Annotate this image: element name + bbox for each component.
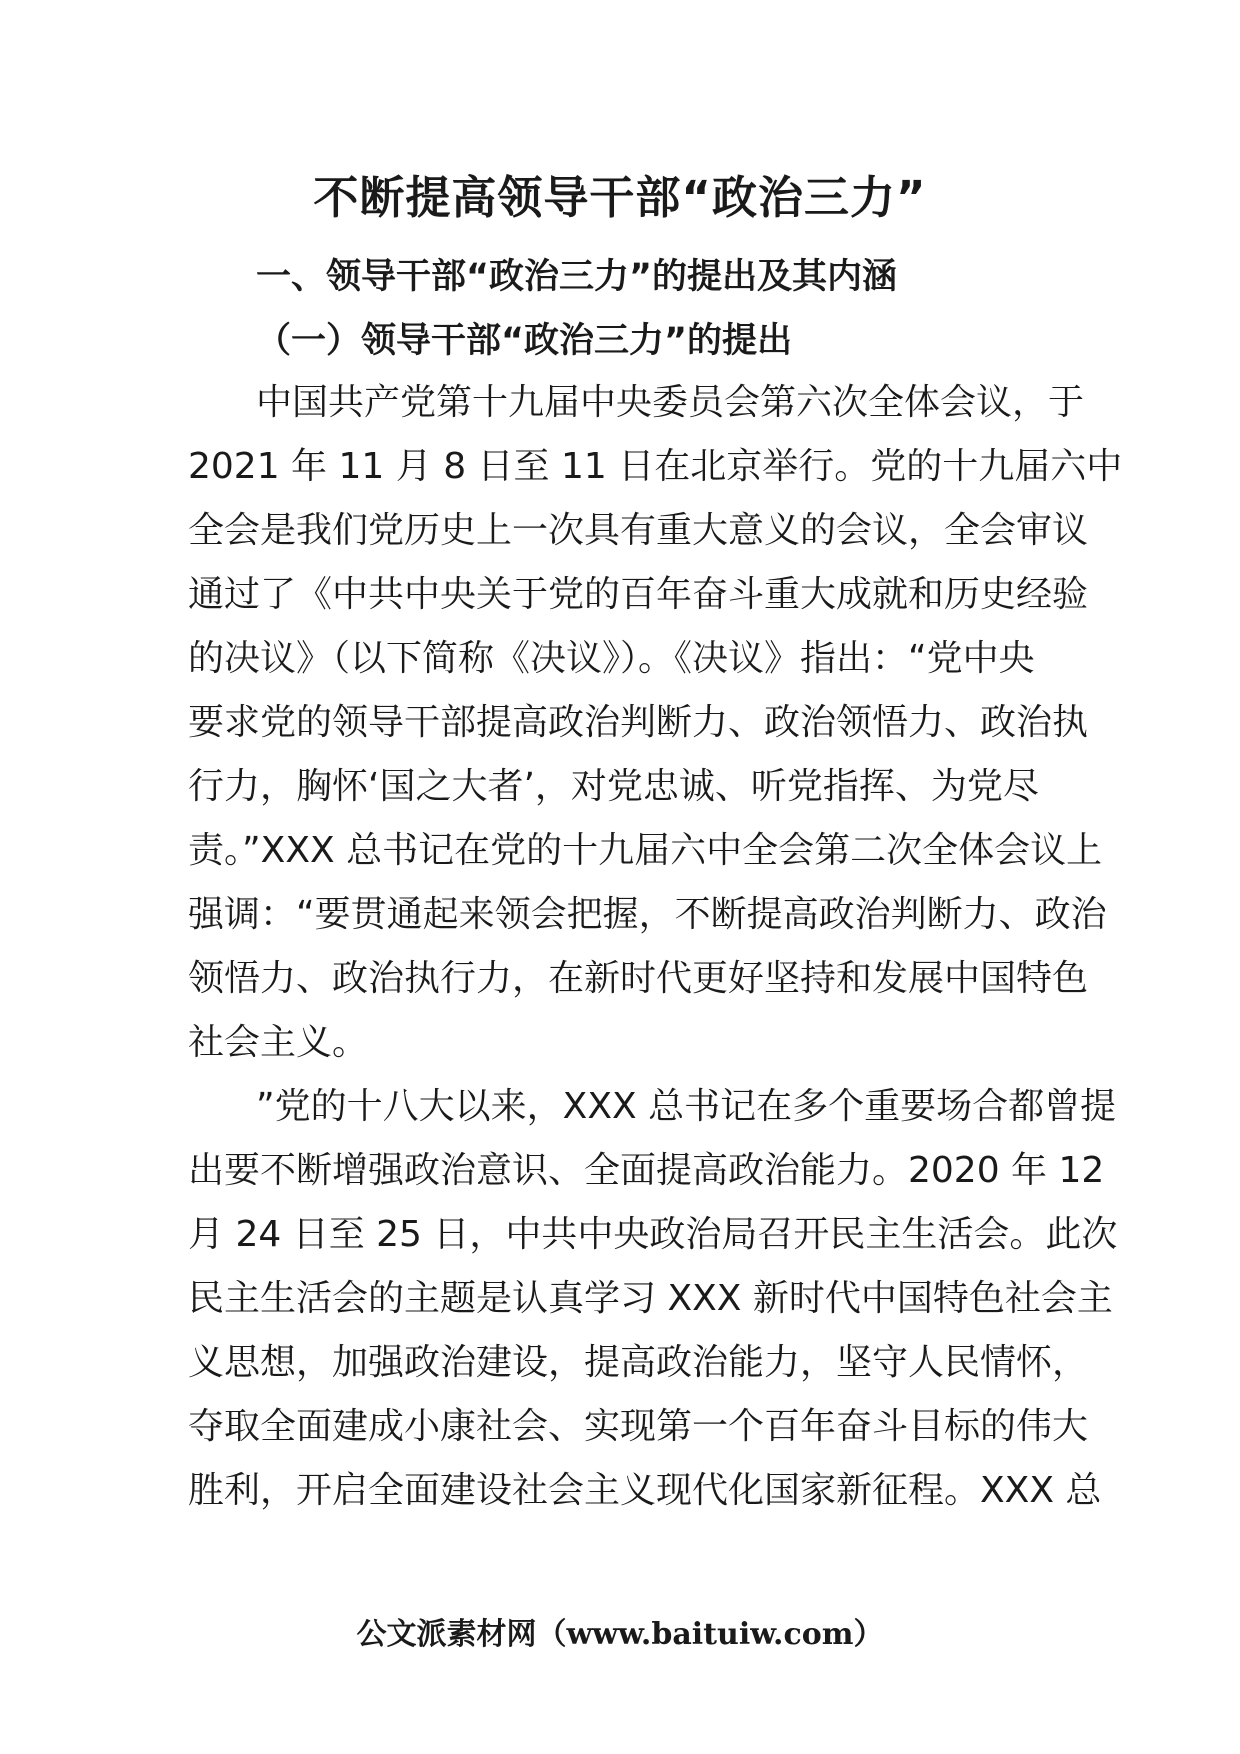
- paragraph-line: 强调：“要贯通起来领会把握，不断提高政治判断力、政治: [188, 894, 1107, 935]
- paragraph-line: 胜利，开启全面建设社会主义现代化国家新征程。XXX 总: [188, 1470, 1102, 1511]
- paragraph-line: 夺取全面建成小康社会、实现第一个百年奋斗目标的伟大: [188, 1406, 1089, 1447]
- paragraph-line: 通过了《中共中央关于党的百年奋斗重大成就和历史经验: [188, 574, 1089, 615]
- paragraph-line: 2021 年 11 月 8 日至 11 日在北京举行。党的十九届六中: [188, 446, 1123, 487]
- paragraph-line: 月 24 日至 25 日，中共中央政治局召开民主生活会。此次: [188, 1214, 1118, 1255]
- paragraph-line: 的决议》（以下简称《决议》）。《决议》指出：“党中央: [188, 638, 1035, 679]
- paragraph-line: 义思想，加强政治建设，提高政治能力，坚守人民情怀，: [188, 1342, 1089, 1383]
- paragraph-line: 要求党的领导干部提高政治判断力、政治领悟力、政治执: [188, 702, 1089, 743]
- paragraph-line: 民主生活会的主题是认真学习 XXX 新时代中国特色社会主: [188, 1278, 1113, 1319]
- paragraph-line: 社会主义。: [188, 1022, 369, 1063]
- paragraph-line: ”党的十八大以来，XXX 总书记在多个重要场合都曾提: [256, 1086, 1117, 1127]
- paragraph-line: 领悟力、政治执行力，在新时代更好坚持和发展中国特色: [188, 958, 1089, 999]
- page-title: 不断提高领导干部“政治三力”: [313, 171, 927, 224]
- subsection-heading: （一）领导干部“政治三力”的提出: [256, 321, 793, 361]
- paragraph-line: 责。”XXX 总书记在党的十九届六中全会第二次全体会议上: [188, 830, 1103, 871]
- paragraph-line: 行力，胸怀‘国之大者’，对党忠诚、听党指挥、为党尽: [188, 766, 1039, 807]
- body-text: [188, 371, 1123, 1523]
- footer-source: 公文派素材网（www.baituiw.com）: [356, 1617, 884, 1652]
- paragraph-line: 中国共产党第十九届中央委员会第六次全体会议，于: [256, 382, 1085, 423]
- section-heading: 一、领导干部“政治三力”的提出及其内涵: [256, 257, 898, 297]
- paragraph-line: 出要不断增强政治意识、全面提高政治能力。2020 年 12: [188, 1150, 1105, 1191]
- paragraph-line: 全会是我们党历史上一次具有重大意义的会议，全会审议: [188, 510, 1089, 551]
